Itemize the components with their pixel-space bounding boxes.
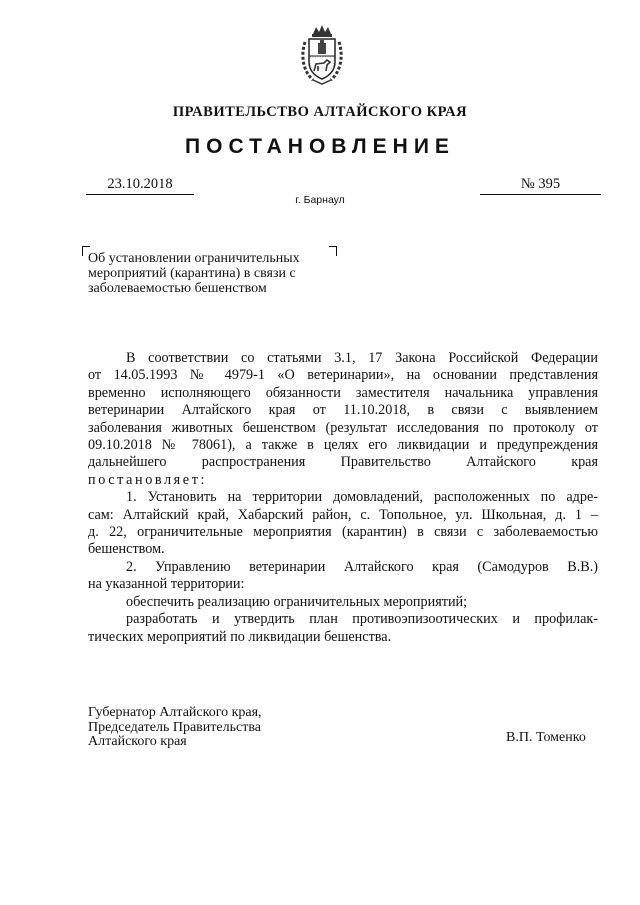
subject-line: Об установлении ограничительных	[88, 251, 300, 266]
item-2-subitem-a: обеспечить реализацию ограничительных мероприятий;	[126, 593, 468, 610]
signatory-position	[88, 706, 262, 750]
preamble-line: 09.10.2018 № 78061), а также в целях его ликвидации и предупреждения	[88, 437, 598, 454]
item-1-line: 1. Установить на территории домовладений, расположенных по адре-	[126, 489, 598, 506]
document-date: 23.10.2018	[86, 176, 194, 195]
document-number: № 395	[480, 176, 601, 195]
document-type: ПОСТАНОВЛЕНИЕ	[185, 135, 455, 158]
subject-line: заболеваемостью бешенством	[88, 281, 267, 296]
item-2-subitem-b-line: тических мероприятий по ликвидации бешенства.	[88, 628, 392, 645]
decides-word: постановляет:	[88, 471, 208, 488]
preamble-line: ветеринарии Алтайского края от 11.10.2018, в связи с выявлением	[88, 402, 598, 419]
preamble-line: дальнейшего распространения Правительство Алтайского края	[88, 454, 598, 471]
preamble-line: от 14.05.1993 № 4979-1 «О ветеринарии», на основании представления	[88, 367, 598, 384]
item-1-line: сам: Алтайский край, Хабарский район, с. Топольное, ул. Школьная, д. 1 –	[88, 506, 598, 523]
item-2-subitem-b-line: разработать и утвердить план противоэпизоотических и профилак-	[126, 611, 598, 628]
government-title: ПРАВИТЕЛЬСТВО АЛТАЙСКОГО КРАЯ	[172, 104, 468, 120]
signatory-position-line: Алтайского края	[88, 734, 187, 749]
preamble-line: заболевания животных бешенством (результат исследования по протоколу от	[88, 419, 598, 436]
document-body	[88, 350, 598, 646]
altai-krai-coat-of-arms-icon	[299, 24, 345, 86]
signatory-name: В.П. Томенко	[506, 730, 586, 745]
signatory-position-line: Губернатор Алтайского края,	[88, 705, 262, 720]
subject-line: мероприятий (карантина) в связи с	[88, 266, 296, 281]
preamble-line: В соответствии со статьями 3.1, 17 Закона Российской Федерации	[126, 350, 598, 366]
preamble-line: временно исполняющего обязанности заместителя начальника управления	[88, 384, 598, 401]
item-1-line: д. 22, ограничительные мероприятия (карантин) в связи с заболеваемостью	[88, 524, 598, 541]
document-subject	[88, 251, 338, 296]
document-city: г. Барнаул	[295, 194, 345, 206]
item-2-line: на указанной территории:	[88, 576, 245, 593]
item-1-line: бешенством.	[88, 541, 165, 558]
item-2-line: 2. Управлению ветеринарии Алтайского края (Самодуров В.В.)	[126, 558, 598, 575]
signatory-position-line: Председатель Правительства	[88, 719, 261, 735]
